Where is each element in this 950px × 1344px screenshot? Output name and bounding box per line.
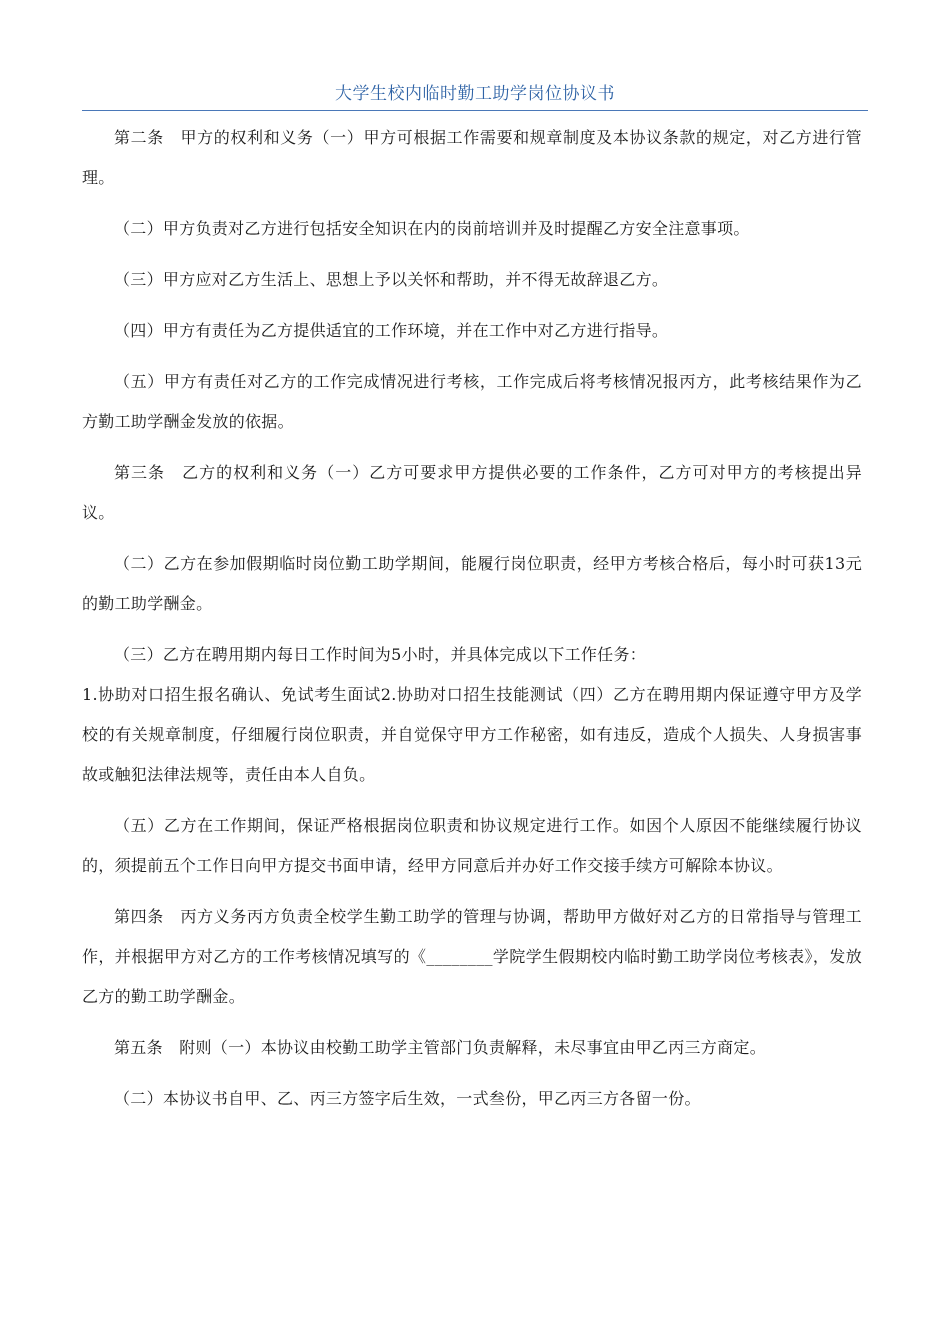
clause-2-item-3-paragraph: （三）甲方应对乙方生活上、思想上予以关怀和帮助，并不得无故辞退乙方。: [114, 270, 669, 289]
task-list-paragraph: 1.协助对口招生报名确认、免试考生面试2.协助对口招生技能测试（四）乙方在聘用期内保证遵守甲方及学校的有关规章制度，仔细履行岗位职责，并自觉保守甲方工作秘密，如有违反，造成个人损失、人身损害事故或触犯法律法规等，责任由本人自负。: [82, 685, 862, 784]
document-title: 大学生校内临时勤工助学岗位协议书: [335, 84, 615, 104]
clause-5-paragraph: 第五条 附则（一）本协议由校勤工助学主管部门负责解释，未尽事宜由甲乙丙三方商定。: [114, 1038, 767, 1057]
clause-2-item-2-paragraph: （二）甲方负责对乙方进行包括安全知识在内的岗前培训并及时提醒乙方安全注意事项。: [114, 219, 750, 238]
document-body: [82, 118, 862, 1130]
clause-3-item-5-paragraph: （五）乙方在工作期间，保证严格根据岗位职责和协议规定进行工作。如因个人原因不能继续履行协议的，须提前五个工作日向甲方提交书面申请，经甲方同意后并办好工作交接手续方可解除本协议。: [82, 816, 862, 875]
clause-5-item-2-paragraph: （二）本协议书自甲、乙、丙三方签字后生效，一式叁份，甲乙丙三方各留一份。: [114, 1089, 701, 1108]
clause-4-paragraph: 第四条 丙方义务丙方负责全校学生勤工助学的管理与协调，帮助甲方做好对乙方的日常指导与管理工作，并根据甲方对乙方的工作考核情况填写的《________学院学生假期校内临时勤工助学岗位考核表》，发放乙方的勤工助学酬金。: [82, 907, 862, 1006]
document-header: [82, 80, 868, 111]
clause-3-paragraph: 第三条 乙方的权利和义务（一）乙方可要求甲方提供必要的工作条件，乙方可对甲方的考核提出异议。: [82, 463, 862, 522]
clause-3-item-3-paragraph: （三）乙方在聘用期内每日工作时间为5小时，并具体完成以下工作任务：: [114, 645, 647, 664]
clause-2-item-5-paragraph: （五）甲方有责任对乙方的工作完成情况进行考核，工作完成后将考核情况报丙方，此考核结果作为乙方勤工助学酬金发放的依据。: [82, 372, 862, 431]
clause-2-item-4-paragraph: （四）甲方有责任为乙方提供适宜的工作环境，并在工作中对乙方进行指导。: [114, 321, 669, 340]
clause-3-item-2-paragraph: （二）乙方在参加假期临时岗位勤工助学期间，能履行岗位职责，经甲方考核合格后，每小时可获13元的勤工助学酬金。: [82, 554, 862, 613]
clause-2-paragraph: 第二条 甲方的权利和义务（一）甲方可根据工作需要和规章制度及本协议条款的规定，对乙方进行管理。: [82, 128, 862, 187]
